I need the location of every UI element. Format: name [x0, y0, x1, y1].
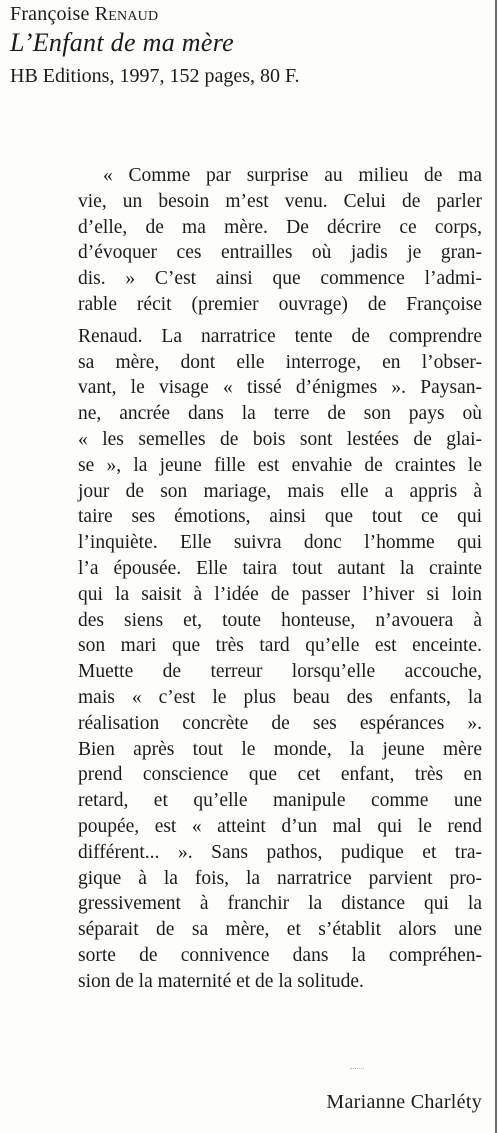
review-line: séparait de sa mère, et s’établit alors une [78, 919, 482, 941]
review-line: dis. » C’est ainsi que commence l’admi- [78, 268, 482, 290]
review-line: retard, et qu’elle manipule comme une [78, 790, 482, 812]
print-speck [350, 1068, 364, 1073]
review-line: d’elle, de ma mère. De décrire ce corps, [78, 216, 482, 238]
review-line: mais « c’est le plus beau des enfants, la [78, 687, 482, 708]
book-title: L’Enfant de ma mère [10, 28, 235, 57]
book-author [10, 2, 480, 26]
publication-info: HB Editions, 1997, 152 pages, 80 F. [10, 65, 300, 87]
review-line: vant, le visage « tissé d’énigmes ». Paysan- [78, 377, 482, 399]
review-line: gressivement à franchir la distance qui la [78, 893, 482, 915]
review-line: d’évoquer ces entrailles où jadis je gran- [78, 242, 482, 264]
review-line: ne, ancrée dans la terre de son pays où [78, 403, 482, 425]
review-line: prend conscience que cet enfant, très en [78, 764, 482, 786]
review-line: son mari que très tard qu’elle est enceinte. [78, 635, 482, 657]
review-line: taire ses émotions, ainsi que tout ce qui [78, 506, 482, 528]
review-line: sion de la maternité et de la solitude. [78, 970, 364, 992]
review-line: l’inquiète. Elle suivra donc l’homme qui [78, 532, 482, 554]
review-line: Muette de terreur lorsqu’elle accouche, [78, 661, 482, 683]
review-line: se », la jeune fille est envahie de craintes le [78, 454, 482, 476]
author-last-name: Renaud [94, 3, 159, 25]
review-line: sorte de connivence dans la compréhen- [78, 945, 482, 966]
review-line: des siens et, toute honteuse, n’avouera à [78, 609, 482, 631]
review-line: vie, un besoin m’est venu. Celui de parler [78, 190, 482, 212]
review-line: jour de son mariage, mais elle a appris à [78, 480, 482, 502]
book-header [10, 2, 480, 88]
review-line: rable récit (premier ouvrage) de Françoise [78, 294, 482, 315]
author-first-name: Françoise [10, 3, 90, 25]
page-edge-border [495, 0, 497, 1133]
review-line: Renaud. La narratrice tente de comprendre [78, 325, 482, 347]
review-line: réalisation concrète de ses espérances ». [78, 712, 482, 734]
review-line: qui la saisit à l’idée de passer l’hiver si loin [78, 583, 482, 605]
review-line: gique à la fois, la narratrice parvient pro- [78, 867, 482, 889]
review-line: sa mère, dont elle interroge, en l’obser- [78, 351, 482, 373]
review-line: « Comme par surprise au milieu de ma [103, 165, 482, 186]
review-line: différent... ». Sans pathos, pudique et tra- [78, 841, 482, 863]
review-line: Bien après tout le monde, la jeune mère [78, 738, 482, 760]
reviewer-signature: Marianne Charléty [326, 1091, 482, 1113]
review-line: « les semelles de bois sont lestées de glai- [78, 429, 482, 450]
review-line: l’a épousée. Elle taira tout autant la crainte [78, 558, 482, 579]
review-line: poupée, est « atteint d’un mal qui le rend [78, 816, 482, 837]
